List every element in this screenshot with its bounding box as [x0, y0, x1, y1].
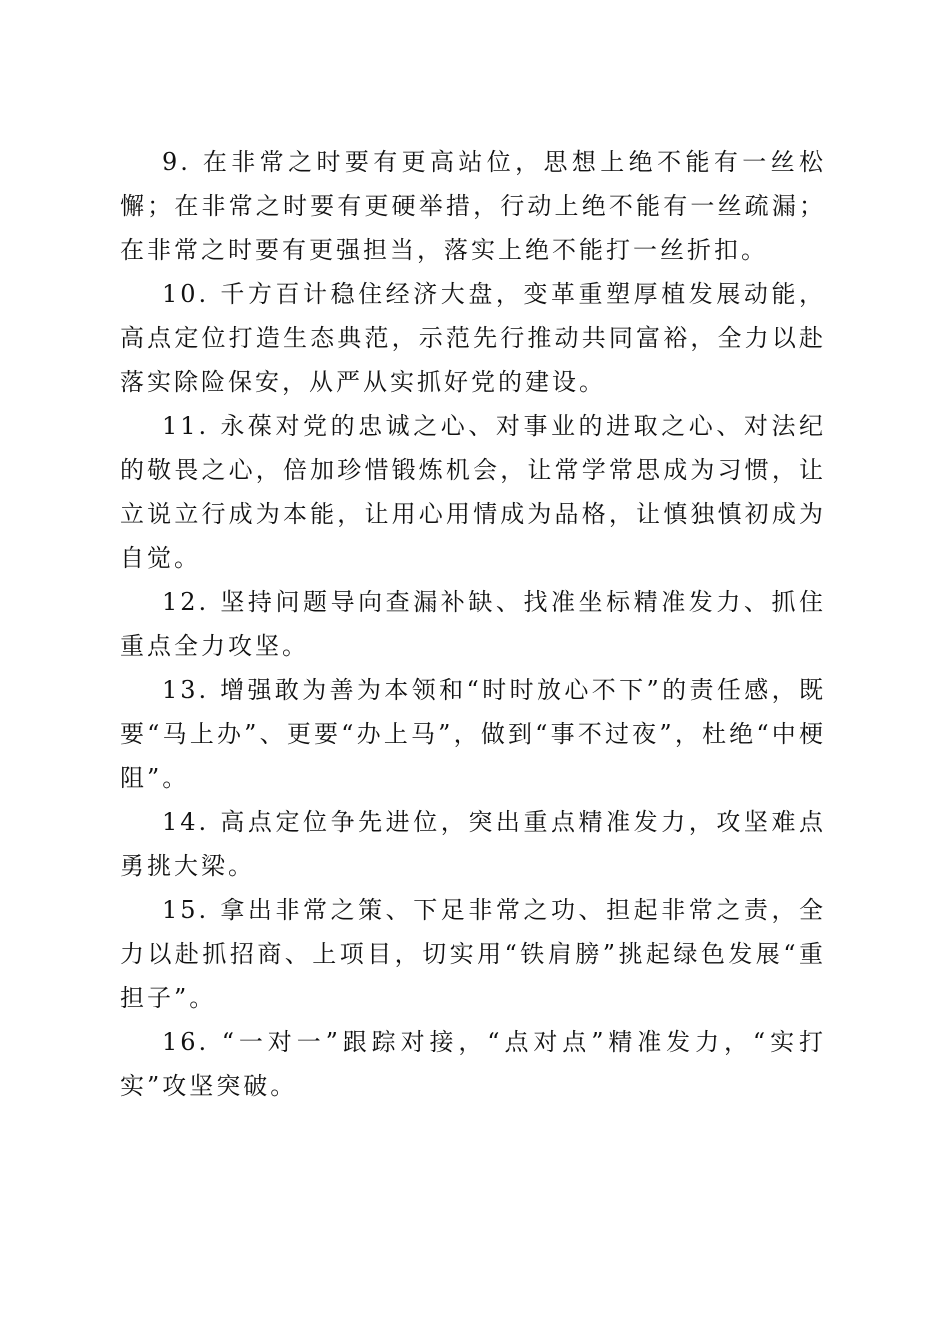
paragraph-14: 14. 高点定位争先进位，突出重点精准发力，攻坚难点勇挑大梁。 [120, 808, 826, 880]
paragraph-13: 13. 增强敢为善为本领和“时时放心不下”的责任感，既要“马上办”、更要“办上马”，做到“事不过夜”，杜绝“中梗阻”。 [120, 676, 826, 792]
paragraph-10: 10. 千方百计稳住经济大盘，变革重塑厚植发展动能，高点定位打造生态典范，示范先行推动共同富裕，全力以赴落实除险保安，从严从实抓好党的建设。 [120, 280, 826, 396]
paragraph-9: 9. 在非常之时要有更高站位，思想上绝不能有一丝松懈；在非常之时要有更硬举措，行动上绝不能有一丝疏漏；在非常之时要有更强担当，落实上绝不能打一丝折扣。 [120, 148, 826, 264]
paragraph-11: 11. 永葆对党的忠诚之心、对事业的进取之心、对法纪的敬畏之心，倍加珍惜锻炼机会，让常学常思成为习惯，让立说立行成为本能，让用心用情成为品格，让慎独慎初成为自觉。 [120, 412, 826, 572]
paragraph-16: 16. “一对一”跟踪对接，“点对点”精准发力，“实打实”攻坚突破。 [120, 1028, 826, 1100]
document-page [120, 140, 826, 1108]
paragraph-12: 12. 坚持问题导向查漏补缺、找准坐标精准发力、抓住重点全力攻坚。 [120, 588, 826, 660]
paragraph-15: 15. 拿出非常之策、下足非常之功、担起非常之责，全力以赴抓招商、上项目，切实用“铁肩膀”挑起绿色发展“重担子”。 [120, 896, 826, 1012]
